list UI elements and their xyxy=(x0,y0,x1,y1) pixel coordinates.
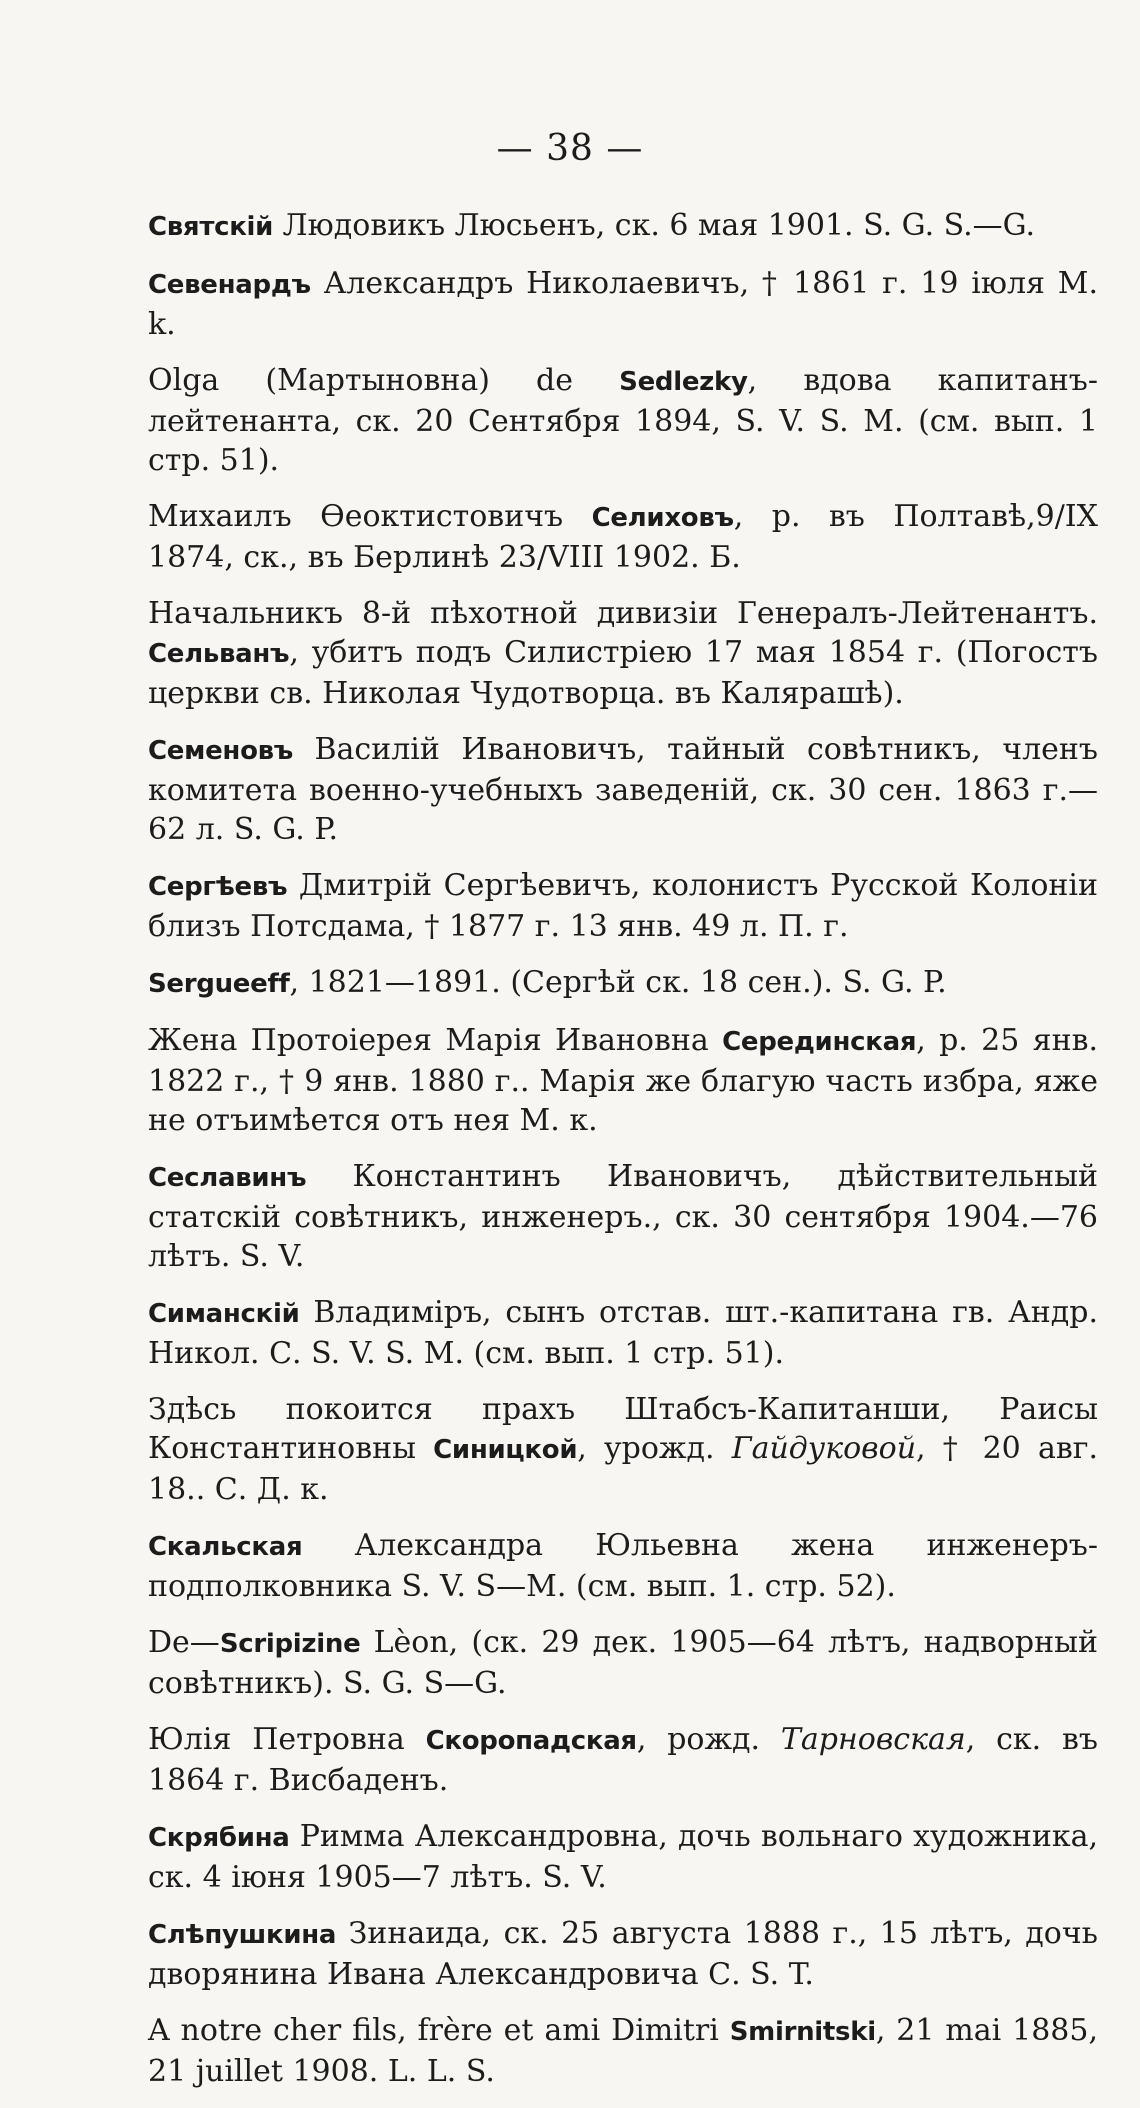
entry-text: Жена Протоіерея Марія Ивановна xyxy=(148,1023,723,1058)
surname: Скальская xyxy=(148,1532,303,1562)
register-entry xyxy=(148,730,1098,849)
entry-text: , 21 mai 1885, 21 juillet 1908. L. L. S. xyxy=(148,2013,1098,2089)
surname: Слѣпушкина xyxy=(148,1920,337,1950)
surname: Синицкой xyxy=(433,1435,578,1465)
surname: Sedlezky xyxy=(619,367,748,397)
register-entry xyxy=(148,1914,1098,1994)
entry-list xyxy=(148,206,1098,2108)
surname: Scripizine xyxy=(219,1629,361,1659)
entry-text: Юлія Петровна xyxy=(148,1722,426,1757)
entry-text: Olga (Мартыновна) de xyxy=(148,363,620,398)
entry-text: , р. въ Полтавѣ,9/IX 1874, ск., въ Берлинѣ 23/VIII 1902. Б. xyxy=(148,499,1099,575)
surname: Sergueeff xyxy=(148,969,290,999)
surname: Симанскій xyxy=(148,1299,300,1329)
surname: Сергѣевъ xyxy=(148,872,288,902)
maiden-name: Тарновская xyxy=(780,1722,966,1757)
entry-text: Lèon, (ск. 29 дек. 1905—64 лѣтъ, надворный совѣтникъ). S. G. S—G. xyxy=(148,1625,1098,1701)
surname: Севенардъ xyxy=(148,270,311,300)
surname: Smirnitski xyxy=(729,2017,876,2047)
entry-text: , рожд. xyxy=(636,1722,781,1757)
entry-text: , 1821—1891. (Сергѣй ск. 18 сен.). S. G. P. xyxy=(289,965,947,1000)
entry-text: Здѣсь покоится прахъ Штабсъ-Капитанши, Раисы Константиновны xyxy=(148,1392,1098,1466)
entry-text: , урожд. xyxy=(577,1431,732,1466)
register-entry xyxy=(148,1390,1098,1509)
register-entry xyxy=(148,1623,1098,1703)
register-entry xyxy=(148,1021,1098,1140)
register-entry xyxy=(148,866,1098,946)
register-entry xyxy=(148,594,1098,713)
surname: Скоропадская xyxy=(425,1726,637,1756)
entry-text: , р. 25 янв. 1822 г., † 9 янв. 1880 г.. Марія же благую часть избра, яже не отъимѣется отъ нея М. к. xyxy=(148,1023,1099,1138)
entry-text: , † 20 авг. 18.. С. Д. к. xyxy=(148,1431,1098,1507)
entry-text: Начальникъ 8-й пѣхотной дивизіи Генералъ-Лейтенантъ. xyxy=(148,596,1098,631)
surname: Селиховъ xyxy=(591,503,734,533)
register-entry xyxy=(148,1157,1098,1276)
surname: Сельванъ xyxy=(148,639,290,669)
register-entry xyxy=(148,361,1098,480)
entry-text: A notre cher fils, frère et ami Dimitri xyxy=(148,2013,730,2048)
entry-text: Василій Ивановичъ, тайный совѣтникъ, членъ комитета военно-учебныхъ заведеній, ск. 30 сен. 1863 г.—62 л. S. G. P. xyxy=(148,732,1098,847)
entry-text: Константинъ Ивановичъ, дѣйствительный статскій совѣтникъ, инженеръ., ск. 30 сентября 1904.—76 лѣтъ. S. V. xyxy=(148,1159,1098,1274)
register-entry xyxy=(148,1526,1098,1606)
entry-text: , вдова капитанъ-лейтенанта, ск. 20 Сентября 1894, S. V. S. M. (см. вып. 1 стр. 51). xyxy=(148,363,1098,478)
surname: Семеновъ xyxy=(148,736,294,766)
register-entry xyxy=(148,264,1098,344)
register-entry xyxy=(148,963,1098,1004)
surname: Сеславинъ xyxy=(148,1163,307,1193)
page-number: — 38 — xyxy=(496,128,644,169)
surname: Серединская xyxy=(722,1027,917,1057)
entry-text: De— xyxy=(148,1625,220,1660)
entry-text: Зинаида, ск. 25 августа 1888 г., 15 лѣтъ, дочь дворянина Ивана Александровича С. S. T. xyxy=(148,1916,1098,1992)
register-entry xyxy=(148,1720,1098,1800)
maiden-name: Гайдуковой xyxy=(731,1431,917,1466)
entry-text: Римма Александровна, дочь вольнаго художника, ск. 4 іюня 1905—7 лѣтъ. S. V. xyxy=(148,1819,1098,1895)
register-entry xyxy=(148,2011,1098,2091)
register-entry xyxy=(148,1293,1098,1373)
entry-text: , убитъ подъ Силистріею 17 мая 1854 г. (Погостъ церкви св. Николая Чудотворца. въ Калярашѣ). xyxy=(148,635,1098,711)
entry-text: Владиміръ, сынъ отстав. шт.-капитана гв. Андр. Никол. С. S. V. S. M. (см. вып. 1 стр. 51). xyxy=(148,1295,1098,1371)
entry-text: Дмитрій Сергѣевичъ, колонистъ Русской Колоніи близъ Потсдама, † 1877 г. 13 янв. 49 л. П. г. xyxy=(148,868,1098,944)
entry-text: Михаилъ Өеоктистовичъ xyxy=(148,499,592,534)
surname: Святскій xyxy=(148,212,274,242)
register-entry xyxy=(148,206,1098,247)
entry-text: Людовикъ Люсьенъ, ск. 6 мая 1901. S. G. S.—G. xyxy=(273,208,1036,243)
entry-text: Александра Юльевна жена инженеръ-подполковника S. V. S—M. (см. вып. 1. стр. 52). xyxy=(148,1528,1098,1604)
entry-text: , ск. въ 1864 г. Висбаденъ. xyxy=(148,1722,1098,1798)
register-entry xyxy=(148,497,1098,577)
register-entry xyxy=(148,1817,1098,1897)
entry-text: Александръ Николаевичъ, † 1861 г. 19 іюля М. k. xyxy=(148,266,1098,342)
surname: Скрябина xyxy=(148,1823,290,1853)
